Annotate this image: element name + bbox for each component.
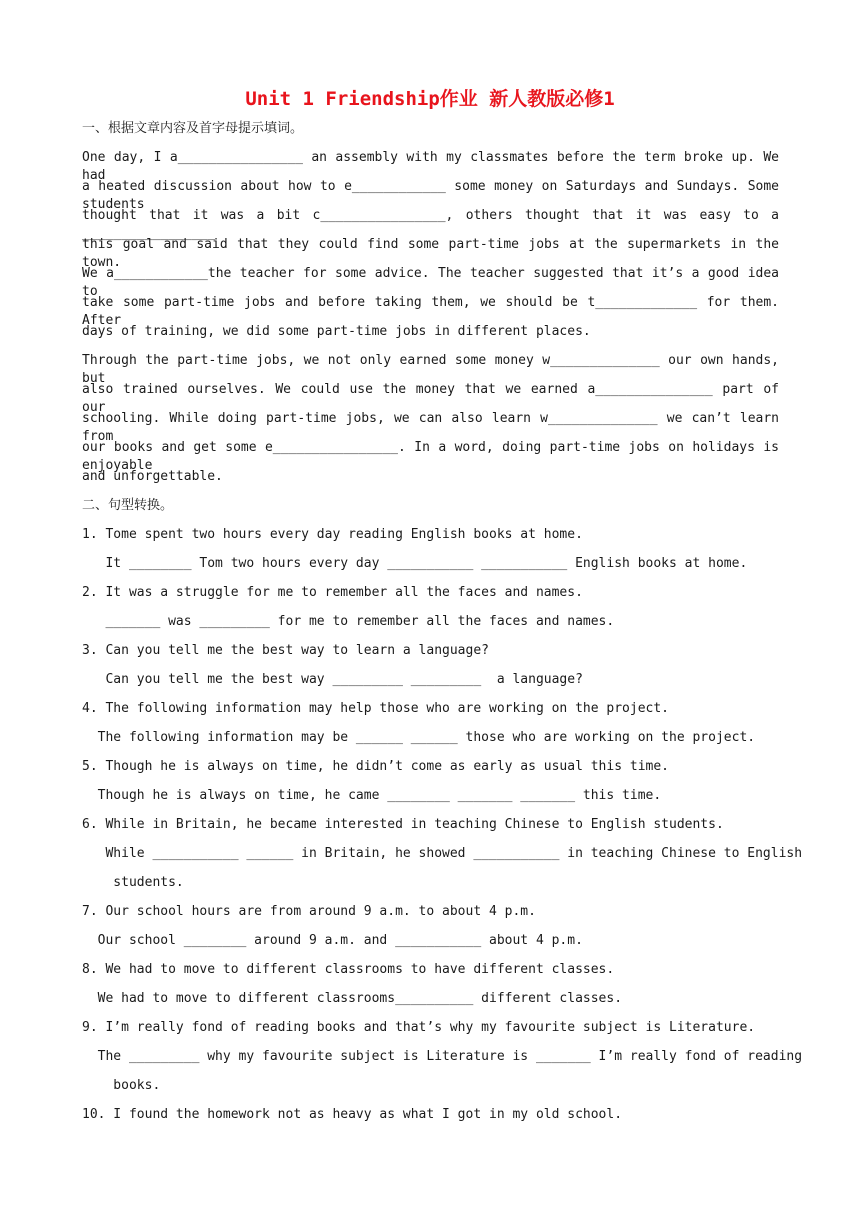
exercise-line: 6. While in Britain, he became interested in teaching Chinese to English students. xyxy=(82,817,724,832)
passage-line: days of training, we did some part-time jobs in different places. xyxy=(82,324,591,339)
exercise-line: _______ was _________ for me to remember all the faces and names. xyxy=(82,614,615,629)
exercise-line: Can you tell me the best way _________ _________ a language? xyxy=(82,672,583,687)
passage-line: our books and get some e________________. In a word, doing part-time jobs on holidays is enjoyable xyxy=(82,440,779,473)
section-two-heading: 二、句型转换。 xyxy=(82,498,174,513)
passage-line: also trained ourselves. We could use the money that we earned a_______________ part of our xyxy=(82,382,779,415)
exercise-line: 7. Our school hours are from around 9 a.m. to about 4 p.m. xyxy=(82,904,536,919)
exercise-line: Though he is always on time, he came ________ _______ _______ this time. xyxy=(82,788,662,803)
passage-line: schooling. While doing part-time jobs, we can also learn w______________ we can’t learn from xyxy=(82,411,779,444)
exercise-line: Our school ________ around 9 a.m. and ___________ about 4 p.m. xyxy=(82,933,583,948)
section-one-heading: 一、根据文章内容及首字母提示填词。 xyxy=(82,121,304,136)
exercise-line: 5. Though he is always on time, he didn’t come as early as usual this time. xyxy=(82,759,669,774)
exercise-line: The _________ why my favourite subject is Literature is _______ I’m really fond of reading xyxy=(82,1049,803,1064)
exercise-line: 3. Can you tell me the best way to learn a language? xyxy=(82,643,489,658)
passage-line: One day, I a________________ an assembly with my classmates before the term broke up. We had xyxy=(82,150,779,183)
document-title: Unit 1 Friendship作业 新人教版必修1 xyxy=(245,88,615,110)
exercise-line: 4. The following information may help those who are working on the project. xyxy=(82,701,669,716)
exercise-line: 2. It was a struggle for me to remember all the faces and names. xyxy=(82,585,583,600)
exercise-line: While ___________ ______ in Britain, he showed ___________ in teaching Chinese to English xyxy=(82,846,803,861)
passage-line: this goal and said that they could find some part-time jobs at the supermarkets in the town. xyxy=(82,237,779,270)
exercise-line: students. xyxy=(82,875,184,890)
passage-line: We a____________the teacher for some advice. The teacher suggested that it’s a good idea to xyxy=(82,266,779,299)
passage-line: and unforgettable. xyxy=(82,469,223,484)
passage-line: a heated discussion about how to e____________ some money on Saturdays and Sundays. Some students xyxy=(82,179,779,212)
exercise-line: 10. I found the homework not as heavy as what I got in my old school. xyxy=(82,1107,623,1122)
passage-line: thought that it was a bit c________________, others thought that it was easy to a _________________ xyxy=(82,208,779,241)
passage-line: take some part-time jobs and before taking them, we should be t_____________ for them. After xyxy=(82,295,779,328)
exercise-line: 8. We had to move to different classrooms to have different classes. xyxy=(82,962,615,977)
exercise-line: It ________ Tom two hours every day ___________ ___________ English books at home. xyxy=(82,556,748,571)
exercise-line: 9. I’m really fond of reading books and that’s why my favourite subject is Literature. xyxy=(82,1020,756,1035)
passage-line: Through the part-time jobs, we not only earned some money w______________ our own hands, but xyxy=(82,353,779,386)
exercise-line: The following information may be ______ ______ those who are working on the project. xyxy=(82,730,756,745)
exercise-line: books. xyxy=(82,1078,161,1093)
exercise-line: We had to move to different classrooms__________ different classes. xyxy=(82,991,623,1006)
exercise-line: 1. Tome spent two hours every day reading English books at home. xyxy=(82,527,583,542)
